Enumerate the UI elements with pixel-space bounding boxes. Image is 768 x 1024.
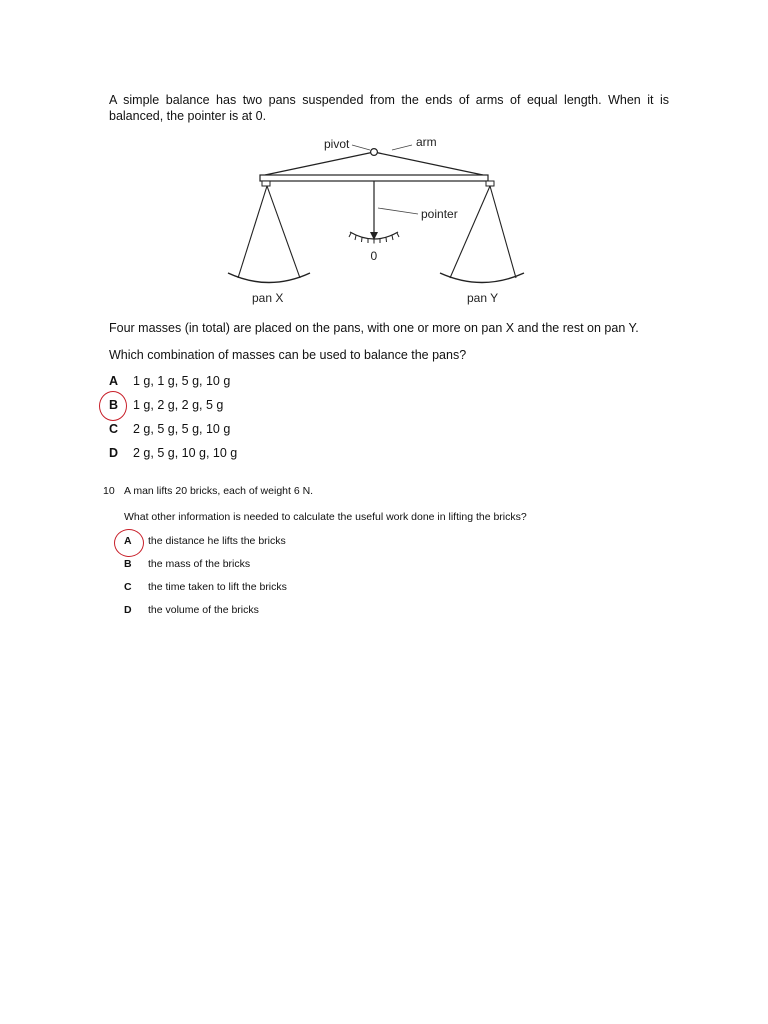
pan-y [440, 273, 524, 283]
arm-label: arm [416, 135, 437, 149]
option-letter: C [109, 422, 119, 436]
question-9-stem-2: Which combination of masses can be used to balance the pans? [109, 348, 467, 362]
option-text: 1 g, 2 g, 2 g, 5 g [133, 398, 224, 412]
question-9-stem-1: Four masses (in total) are placed on the pans, with one or more on pan X and the rest on pan Y. [109, 321, 639, 335]
arm-leader [392, 145, 412, 150]
pan-x-label: pan X [252, 291, 284, 305]
question-9-intro [109, 92, 669, 124]
option-text: the time taken to lift the bricks [148, 581, 287, 593]
pan-x-string-left [238, 186, 267, 278]
left-arm [265, 152, 374, 175]
pan-x-string-right [267, 186, 300, 278]
intro-line-2: balanced, the pointer is at 0. [109, 109, 267, 123]
pan-x [228, 273, 310, 283]
question-10-number: 10 [103, 485, 115, 497]
pan-y-label: pan Y [467, 291, 499, 305]
beam-right-end [486, 181, 494, 186]
option-letter: B [109, 398, 119, 412]
option-text: the mass of the bricks [148, 558, 251, 570]
option-text: 2 g, 5 g, 10 g, 10 g [133, 446, 238, 460]
option-text: 1 g, 1 g, 5 g, 10 g [133, 374, 231, 388]
pointer-leader [378, 208, 418, 214]
option-text: 2 g, 5 g, 5 g, 10 g [133, 422, 231, 436]
pivot-icon [371, 149, 378, 156]
pan-y-string-left [450, 186, 490, 278]
pivot-label: pivot [324, 137, 350, 151]
question-10-stem-1: A man lifts 20 bricks, each of weight 6 N. [124, 485, 314, 497]
beam-left-end [262, 181, 270, 186]
right-arm [374, 152, 483, 175]
option-text: the distance he lifts the bricks [148, 535, 286, 547]
beam [260, 175, 488, 181]
intro-line-1: A simple balance has two pans suspended from the ends of arms of equal length. When it is [109, 93, 669, 107]
option-letter: D [109, 446, 119, 460]
zero-label: 0 [370, 249, 378, 263]
pointer-label: pointer [421, 207, 458, 221]
balance-diagram [200, 130, 540, 310]
pan-y-string-right [490, 186, 516, 278]
option-letter: D [124, 604, 132, 616]
option-letter: A [124, 535, 132, 547]
option-letter: A [109, 374, 119, 388]
option-text: the volume of the bricks [148, 604, 259, 616]
question-10-stem-2: What other information is needed to calculate the useful work done in lifting the bricks? [124, 511, 527, 523]
option-letter: C [124, 581, 132, 593]
option-letter: B [124, 558, 132, 570]
pivot-leader [352, 145, 370, 150]
